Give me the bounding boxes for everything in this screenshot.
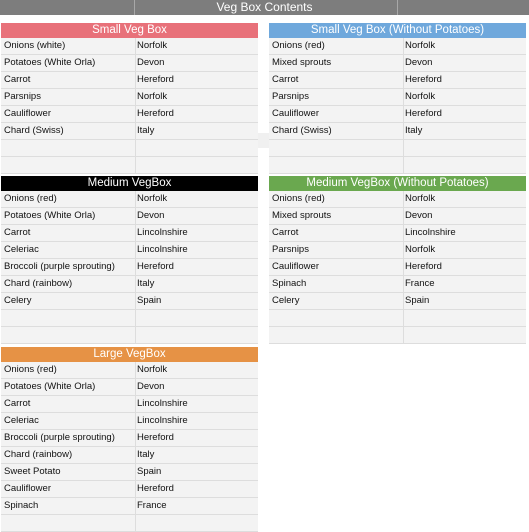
vegetable-cell[interactable]: Parsnips <box>272 91 309 102</box>
cell-divider <box>135 72 136 88</box>
vegetable-cell[interactable]: Parsnips <box>272 244 309 255</box>
vegetable-cell[interactable]: Celeriac <box>4 244 39 255</box>
origin-cell[interactable]: Hereford <box>137 74 174 85</box>
origin-cell[interactable]: Hereford <box>137 483 174 494</box>
origin-cell[interactable]: Norfolk <box>405 40 436 51</box>
vegetable-cell[interactable]: Carrot <box>4 398 31 409</box>
table-row <box>269 157 526 174</box>
origin-cell[interactable]: Spain <box>137 466 162 477</box>
cell-divider <box>135 191 136 207</box>
origin-cell[interactable]: Lincolnshire <box>405 227 456 238</box>
cell-divider <box>135 157 136 173</box>
cell-divider <box>135 55 136 71</box>
table-row <box>269 106 526 123</box>
vegetable-cell[interactable]: Celery <box>4 295 32 306</box>
origin-cell[interactable]: Norfolk <box>137 193 168 204</box>
table-row <box>1 379 258 396</box>
vegetable-cell[interactable]: Chard (Swiss) <box>4 125 64 136</box>
box-medium-vegbox-without-potatoes <box>269 176 526 344</box>
table-row <box>269 140 526 157</box>
title-bar-divider <box>397 0 398 15</box>
table-row <box>269 89 526 106</box>
vegetable-cell[interactable]: Cauliflower <box>272 108 319 119</box>
cell-divider <box>135 242 136 258</box>
cell-divider <box>403 208 404 224</box>
table-row <box>1 242 258 259</box>
cell-divider <box>403 276 404 292</box>
origin-cell[interactable]: Devon <box>405 57 433 68</box>
cell-divider <box>135 140 136 156</box>
cell-divider <box>135 106 136 122</box>
box-large-vegbox <box>1 347 258 532</box>
cell-divider <box>403 293 404 309</box>
origin-cell[interactable]: Norfolk <box>405 193 436 204</box>
vegetable-cell[interactable]: Broccoli (purple sprouting) <box>4 432 115 443</box>
origin-cell[interactable]: Hereford <box>405 108 442 119</box>
table-row <box>1 259 258 276</box>
cell-divider <box>135 396 136 412</box>
origin-cell[interactable]: Devon <box>137 57 165 68</box>
box-title: Medium VegBox (Without Potatoes) <box>269 176 526 191</box>
cell-divider <box>403 242 404 258</box>
vegetable-cell[interactable]: Mixed sprouts <box>272 57 332 68</box>
cell-divider <box>135 259 136 275</box>
table-row <box>269 242 526 259</box>
table-row <box>1 89 258 106</box>
box-title: Small Veg Box (Without Potatoes) <box>269 23 526 38</box>
cell-divider <box>403 38 404 54</box>
table-row <box>1 72 258 89</box>
vegetable-cell[interactable]: Onions (red) <box>4 364 57 375</box>
cell-divider <box>403 89 404 105</box>
table-row <box>1 413 258 430</box>
origin-cell[interactable]: Devon <box>137 381 165 392</box>
table-row <box>1 481 258 498</box>
table-row <box>1 208 258 225</box>
box-title: Medium VegBox <box>1 176 258 191</box>
cell-divider <box>135 447 136 463</box>
table-row <box>269 225 526 242</box>
cell-divider <box>135 430 136 446</box>
cell-divider <box>403 259 404 275</box>
cell-divider <box>135 379 136 395</box>
cell-divider <box>135 89 136 105</box>
table-row <box>1 191 258 208</box>
cell-divider <box>135 481 136 497</box>
vegetable-cell[interactable]: Spinach <box>4 500 39 511</box>
table-row <box>1 225 258 242</box>
cell-divider <box>135 498 136 514</box>
table-row <box>1 396 258 413</box>
origin-cell[interactable]: Hereford <box>137 108 174 119</box>
vegetable-cell[interactable]: Broccoli (purple sprouting) <box>4 261 115 272</box>
origin-cell[interactable]: Norfolk <box>137 91 168 102</box>
origin-cell[interactable]: Devon <box>137 210 165 221</box>
vegetable-cell[interactable]: Potatoes (White Orla) <box>4 381 96 392</box>
origin-cell[interactable]: Italy <box>405 125 423 136</box>
table-row <box>269 293 526 310</box>
box-title: Small Veg Box <box>1 23 258 38</box>
table-row <box>1 447 258 464</box>
origin-cell[interactable]: Lincolnshire <box>137 227 188 238</box>
vegetable-cell[interactable]: Onions (red) <box>4 193 57 204</box>
cell-divider <box>135 464 136 480</box>
table-row <box>1 276 258 293</box>
cell-divider <box>403 72 404 88</box>
table-row <box>1 106 258 123</box>
table-row <box>269 276 526 293</box>
cell-divider <box>403 157 404 173</box>
vegetable-cell[interactable]: Sweet Potato <box>4 466 61 477</box>
table-row <box>1 515 258 532</box>
origin-cell[interactable]: Devon <box>405 210 433 221</box>
vegetable-cell[interactable]: Spinach <box>272 278 307 289</box>
table-row <box>1 123 258 140</box>
box-medium-vegbox <box>1 176 258 344</box>
vegetable-cell[interactable]: Carrot <box>272 74 299 85</box>
table-row <box>1 362 258 379</box>
table-row <box>1 55 258 72</box>
cell-divider <box>403 106 404 122</box>
vegetable-cell[interactable]: Potatoes (White Orla) <box>4 210 96 221</box>
vegetable-cell[interactable]: Chard (rainbow) <box>4 278 73 289</box>
table-row <box>269 327 526 344</box>
table-row <box>1 293 258 310</box>
vegetable-cell[interactable]: Carrot <box>272 227 299 238</box>
sheet-title-bar <box>0 0 529 15</box>
cell-divider <box>135 225 136 241</box>
cell-divider <box>135 413 136 429</box>
table-row <box>269 259 526 276</box>
origin-cell[interactable]: Norfolk <box>137 364 168 375</box>
origin-cell[interactable]: Italy <box>137 278 155 289</box>
origin-cell[interactable]: Italy <box>137 125 155 136</box>
cell-divider <box>135 362 136 378</box>
vegetable-cell[interactable]: Carrot <box>4 227 31 238</box>
cell-divider <box>135 38 136 54</box>
table-row <box>269 72 526 89</box>
box-title: Large VegBox <box>1 347 258 362</box>
title-bar-divider <box>134 0 135 15</box>
cell-divider <box>403 310 404 326</box>
vegetable-cell[interactable]: Onions (white) <box>4 40 66 51</box>
vegetable-cell[interactable]: Potatoes (White Orla) <box>4 57 96 68</box>
table-row <box>269 38 526 55</box>
cell-divider <box>135 293 136 309</box>
origin-cell[interactable]: Norfolk <box>405 91 436 102</box>
table-row <box>269 310 526 327</box>
vegetable-cell[interactable]: Cauliflower <box>272 261 319 272</box>
cell-divider <box>135 327 136 343</box>
vegetable-cell[interactable]: Celeriac <box>4 415 39 426</box>
vegetable-cell[interactable]: Parsnips <box>4 91 41 102</box>
origin-cell[interactable]: Spain <box>405 295 430 306</box>
table-row <box>1 140 258 157</box>
origin-cell[interactable]: Lincolnshire <box>137 398 188 409</box>
table-row <box>1 498 258 515</box>
table-row <box>1 464 258 481</box>
origin-cell[interactable]: Norfolk <box>405 244 436 255</box>
table-row <box>1 430 258 447</box>
cell-divider <box>135 515 136 531</box>
table-row <box>269 208 526 225</box>
cell-divider <box>403 55 404 71</box>
origin-cell[interactable]: Italy <box>137 449 155 460</box>
origin-cell[interactable]: France <box>137 500 167 511</box>
box-small-veg-box-without-potatoes <box>269 23 526 174</box>
cell-divider <box>403 191 404 207</box>
vegetable-cell[interactable]: Chard (Swiss) <box>272 125 332 136</box>
box-small-veg-box <box>1 23 258 174</box>
cell-divider <box>403 225 404 241</box>
vegetable-cell[interactable]: Onions (red) <box>272 193 325 204</box>
table-row <box>269 123 526 140</box>
table-row <box>1 38 258 55</box>
vegetable-cell[interactable]: Celery <box>272 295 300 306</box>
table-row <box>1 157 258 174</box>
cell-divider <box>403 123 404 139</box>
vegetable-cell[interactable]: Chard (rainbow) <box>4 449 73 460</box>
origin-cell[interactable]: Hereford <box>137 261 174 272</box>
sheet-title: Veg Box Contents <box>216 0 313 14</box>
cell-divider <box>403 140 404 156</box>
table-row <box>269 55 526 72</box>
table-row <box>1 327 258 344</box>
cell-divider <box>403 327 404 343</box>
origin-cell[interactable]: Lincolnshire <box>137 244 188 255</box>
origin-cell[interactable]: Norfolk <box>137 40 168 51</box>
table-row <box>1 310 258 327</box>
origin-cell[interactable]: Spain <box>137 295 162 306</box>
vegetable-cell[interactable]: Onions (red) <box>272 40 325 51</box>
origin-cell[interactable]: Lincolnshire <box>137 415 188 426</box>
vegetable-cell[interactable]: Mixed sprouts <box>272 210 332 221</box>
cell-divider <box>135 208 136 224</box>
table-row <box>269 191 526 208</box>
cell-divider <box>135 123 136 139</box>
origin-cell[interactable]: Hereford <box>405 261 442 272</box>
origin-cell[interactable]: Hereford <box>137 432 174 443</box>
vegetable-cell[interactable]: Cauliflower <box>4 108 51 119</box>
origin-cell[interactable]: Hereford <box>405 74 442 85</box>
vegetable-cell[interactable]: Cauliflower <box>4 483 51 494</box>
cell-divider <box>135 276 136 292</box>
vegetable-cell[interactable]: Carrot <box>4 74 31 85</box>
column-gutter <box>258 133 269 148</box>
origin-cell[interactable]: France <box>405 278 435 289</box>
cell-divider <box>135 310 136 326</box>
